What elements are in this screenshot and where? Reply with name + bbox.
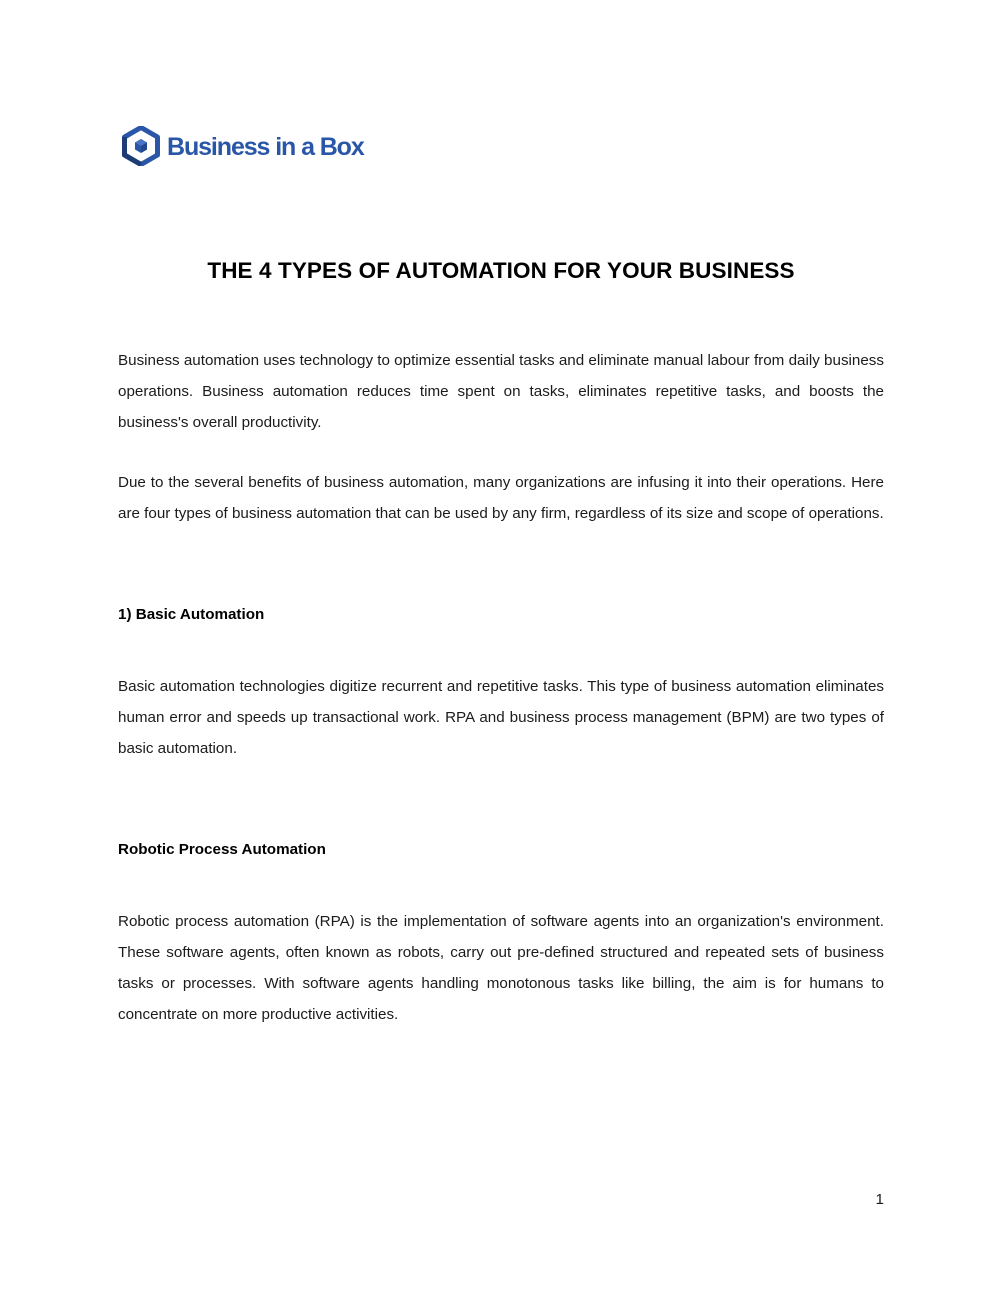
paragraph-basic-automation: Basic automation technologies digitize recurrent and repetitive tasks. This type of business automation eliminates human error and speeds up transactional work. RPA and business process management (BPM) are two types of basic automation. [118,678,884,757]
brand-wordmark: Business in a Box [167,132,364,161]
spacer [118,793,884,834]
spacer [118,558,884,599]
brand-logo [122,126,364,166]
page-number: 1 [875,1191,884,1208]
spacer [118,630,884,671]
spacer [118,865,884,906]
document-body [118,345,884,1030]
hexagon-box-icon [122,126,160,166]
heading-robotic-process-automation: Robotic Process Automation [118,841,326,858]
page-title: THE 4 TYPES OF AUTOMATION FOR YOUR BUSINESS [207,258,795,284]
heading-basic-automation: 1) Basic Automation [118,606,265,623]
paragraph-robotic-process-automation: Robotic process automation (RPA) is the implementation of software agents into an organization's environment. These software agents, often known as robots, carry out pre-defined structured and repeated sets of business tasks or processes. With software agents handling monotonous tasks like billing, the aim is for humans to concentrate on more productive activities. [118,913,884,1023]
paragraph-intro-2: Due to the several benefits of business automation, many organizations are infusing it into their operations. Here are four types of business automation that can be used by any firm, regardless of its size and scope of operations. [118,474,884,522]
paragraph-intro-1: Business automation uses technology to optimize essential tasks and eliminate manual labour from daily business operations. Business automation reduces time spent on tasks, eliminates repetitive tasks, and boosts the business's overall productivity. [118,352,884,431]
